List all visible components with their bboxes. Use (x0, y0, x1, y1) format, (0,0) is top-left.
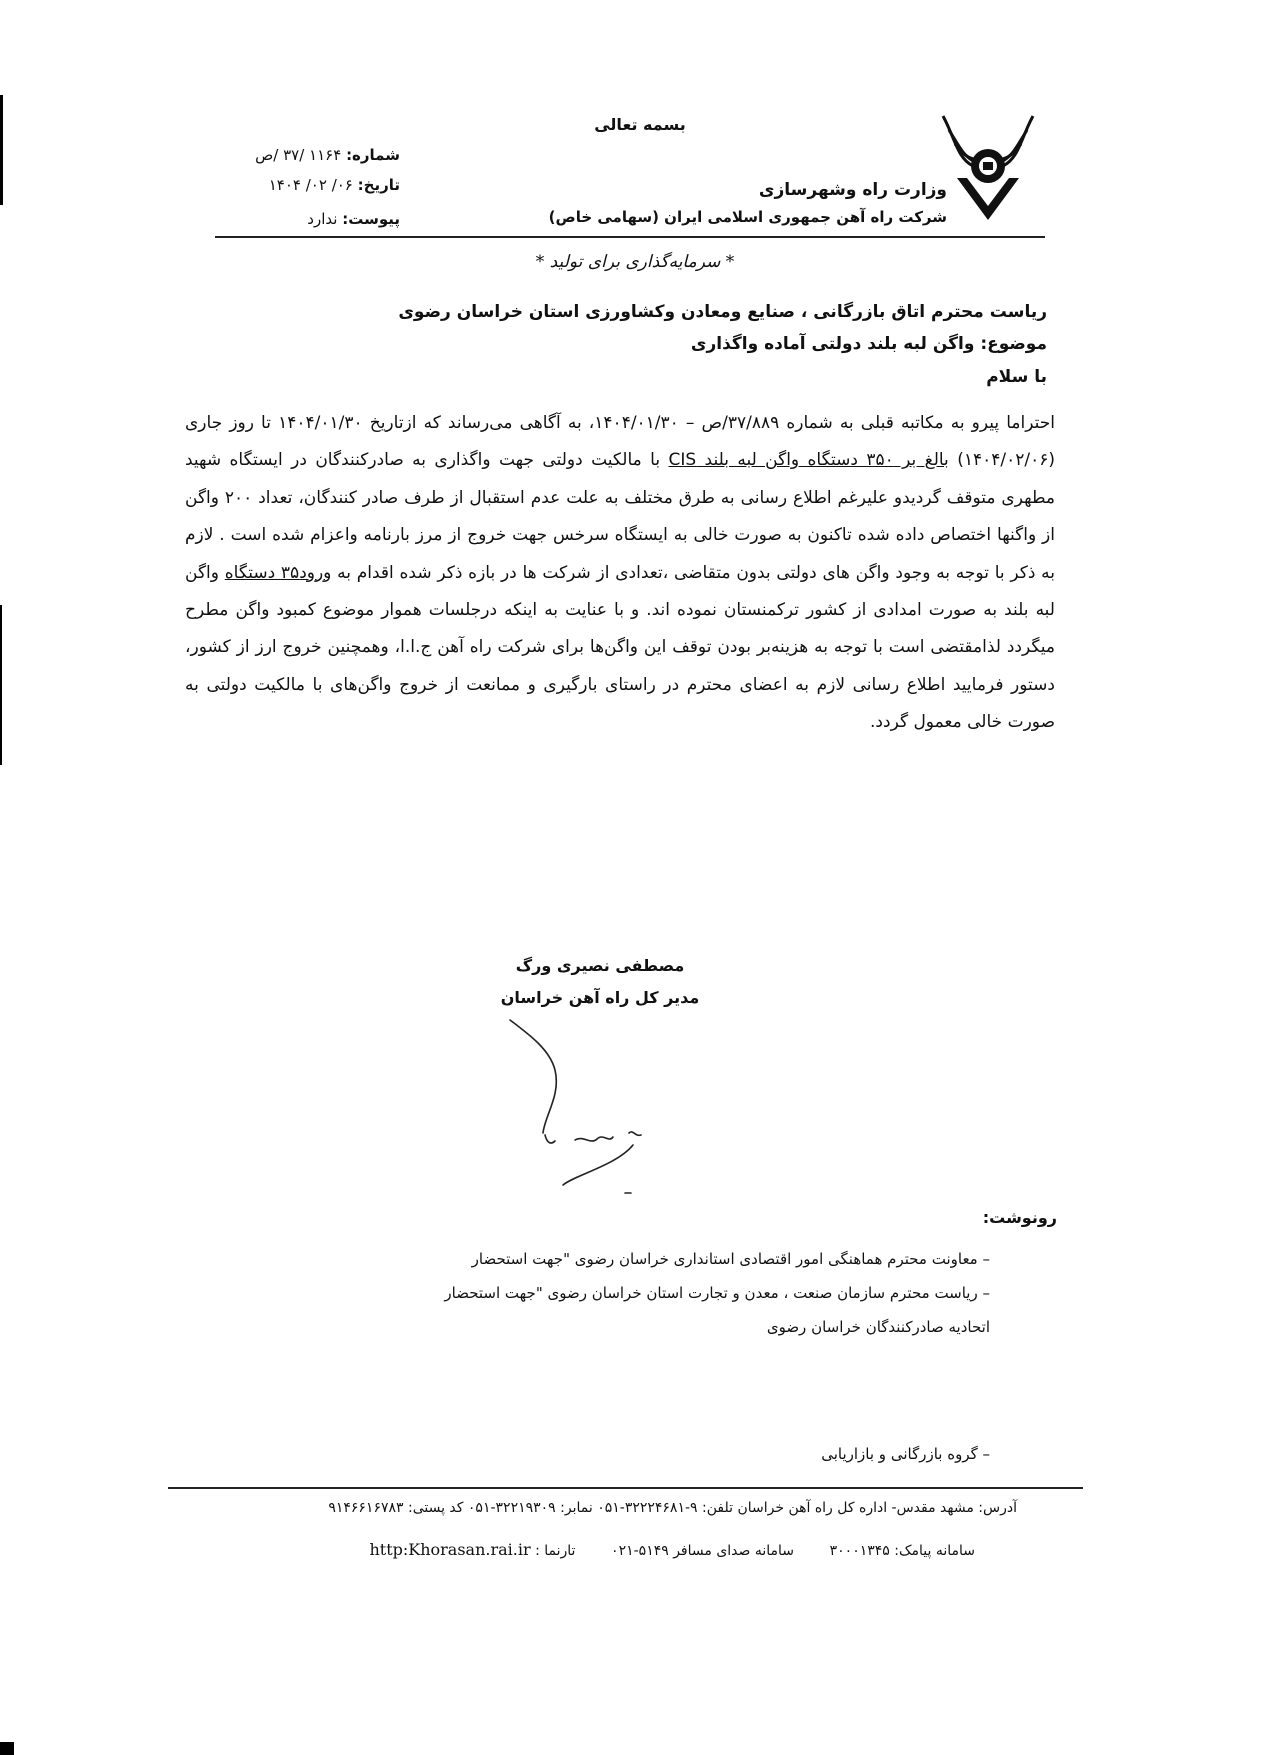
cc-item: اتحادیه صادرکنندگان خراسان رضوی (766, 1318, 990, 1336)
footer-divider (168, 1487, 1083, 1489)
footer-contacts (195, 1540, 975, 1559)
letter-date (269, 176, 400, 194)
scan-edge-mark (0, 95, 3, 205)
cc-item: – معاونت محترم هماهنگی امور اقتصادی استانداری خراسان رضوی "جهت استحضار (471, 1250, 990, 1268)
letter-body (185, 405, 1055, 742)
body-text: احتراما پیرو به مکاتبه قبلی به شماره ۳۷/۸۸۹/ص – ۱۴۰۴/۰۱/۳۰، به آگاهی می‌رساند که ازتاریخ ۱۴۰۴/۰۱/۳۰ تا روز جاری (۱۴۰۴/۰۲/۰۶) (185, 413, 1055, 471)
bismillah-heading: بسمه تعالی (594, 115, 686, 134)
greeting: با سلام (986, 367, 1047, 387)
body-text: با مالکیت دولتی جهت واگذاری به صادرکنندگان در ایستگاه شهید مطهری متوقف گردیدو علیرغم اطلاع رسانی به طرق مختلف به علت عدم استقبال از طرف صادر کنندگان، تعداد ۲۰۰ واگن از واگنها اختصاص داده شده تاکنون به صورت خالی به ایستگاه سرخس جهت خروج از مرز بارنامه واعزام شده است . لازم به ذکر با توجه به وجود واگن های دولتی بدون متقاضی ،تعدادی از شرکت ها در بازه ذکر شده اقدام به (185, 450, 1056, 583)
cc-item: – گروه بازرگانی و بازاریابی (821, 1445, 990, 1463)
number-label: شماره: (346, 146, 400, 164)
subject-line: موضوع: واگن لبه بلند دولتی آماده واگذاری (690, 334, 1047, 354)
letter-number (255, 146, 400, 164)
scan-edge-mark (0, 605, 2, 765)
voice-line: سامانه صدای مسافر ۵۱۴۹-۰۲۱ (611, 1543, 795, 1559)
attachment-value: ندارد (307, 210, 338, 228)
header-divider (215, 236, 1045, 238)
signer-title: مدیر کل راه آهن خراسان (500, 988, 700, 1007)
attachment-label: پیوست: (342, 210, 400, 228)
body-underlined-text: بالغ بر ۳۵۰ دستگاه واگن لبه بلند CIS (668, 450, 949, 471)
signer-name: مصطفی نصیری ورگ (515, 956, 685, 975)
number-value: ۱۱۶۴ /۳۷ /ص (255, 146, 342, 164)
addressee: ریاست محترم اتاق بازرگانی ، صنایع ومعادن وکشاورزی استان خراسان رضوی (398, 302, 1047, 322)
signer-block (495, 950, 705, 1014)
letter-attachment (307, 210, 400, 228)
railway-emblem-logo (935, 108, 1041, 224)
footer-address: آدرس: مشهد مقدس- اداره کل راه آهن خراسان تلفن: ۹-۳۲۲۲۴۶۸۱-۰۵۱ نمابر: ۳۲۲۱۹۳۰۹-۰۵۱ کد پستی: ۹۱۴۶۶۱۶۷۸۳ (328, 1500, 1017, 1516)
scan-corner-mark (0, 1742, 14, 1755)
ministry-name: وزارت راه وشهرسازی (758, 180, 947, 200)
slogan: * سرمایه‌گذاری برای تولید * (535, 252, 735, 272)
date-value: ۰۶/ ۰۲/ ۱۴۰۴ (268, 176, 353, 194)
cc-list (290, 1242, 990, 1344)
website-link[interactable]: http:Khorasan.rai.ir (369, 1540, 531, 1559)
sms-line: سامانه پیامک: ۳۰۰۰۱۳۴۵ (829, 1543, 975, 1559)
handwritten-signature (505, 1015, 665, 1205)
company-name: شرکت راه آهن جمهوری اسلامی ایران (سهامی خاص) (548, 208, 947, 226)
date-label: تاریخ: (357, 176, 400, 194)
body-text: واگن لبه بلند به صورت امدادی از کشور ترکمنستان نموده اند. و با عنایت به اینکه درجلسات هموار موضوع کمبود واگن مطرح میگردد لذامقتضی است با توجه به هزینه‌بر بودن توقف این واگن‌ها برای شرکت راه آهن ج.ا.ا، وهمچنین خروج ارز از کشور، دستور فرمایید اطلاع رسانی لازم به اعضای محترم در راستای بارگیری و ممانعت از خروج واگن‌های با مالکیت دولتی به صورت خالی معمول گردد. (185, 562, 1055, 733)
cc-item: – ریاست محترم سازمان صنعت ، معدن و تجارت استان خراسان رضوی "جهت استحضار (444, 1284, 990, 1302)
body-underlined-text: ورود۳۵ دستگاه (224, 562, 332, 583)
cc-title: رونوشت: (982, 1208, 1057, 1227)
website-label: تارنما : (535, 1543, 576, 1559)
